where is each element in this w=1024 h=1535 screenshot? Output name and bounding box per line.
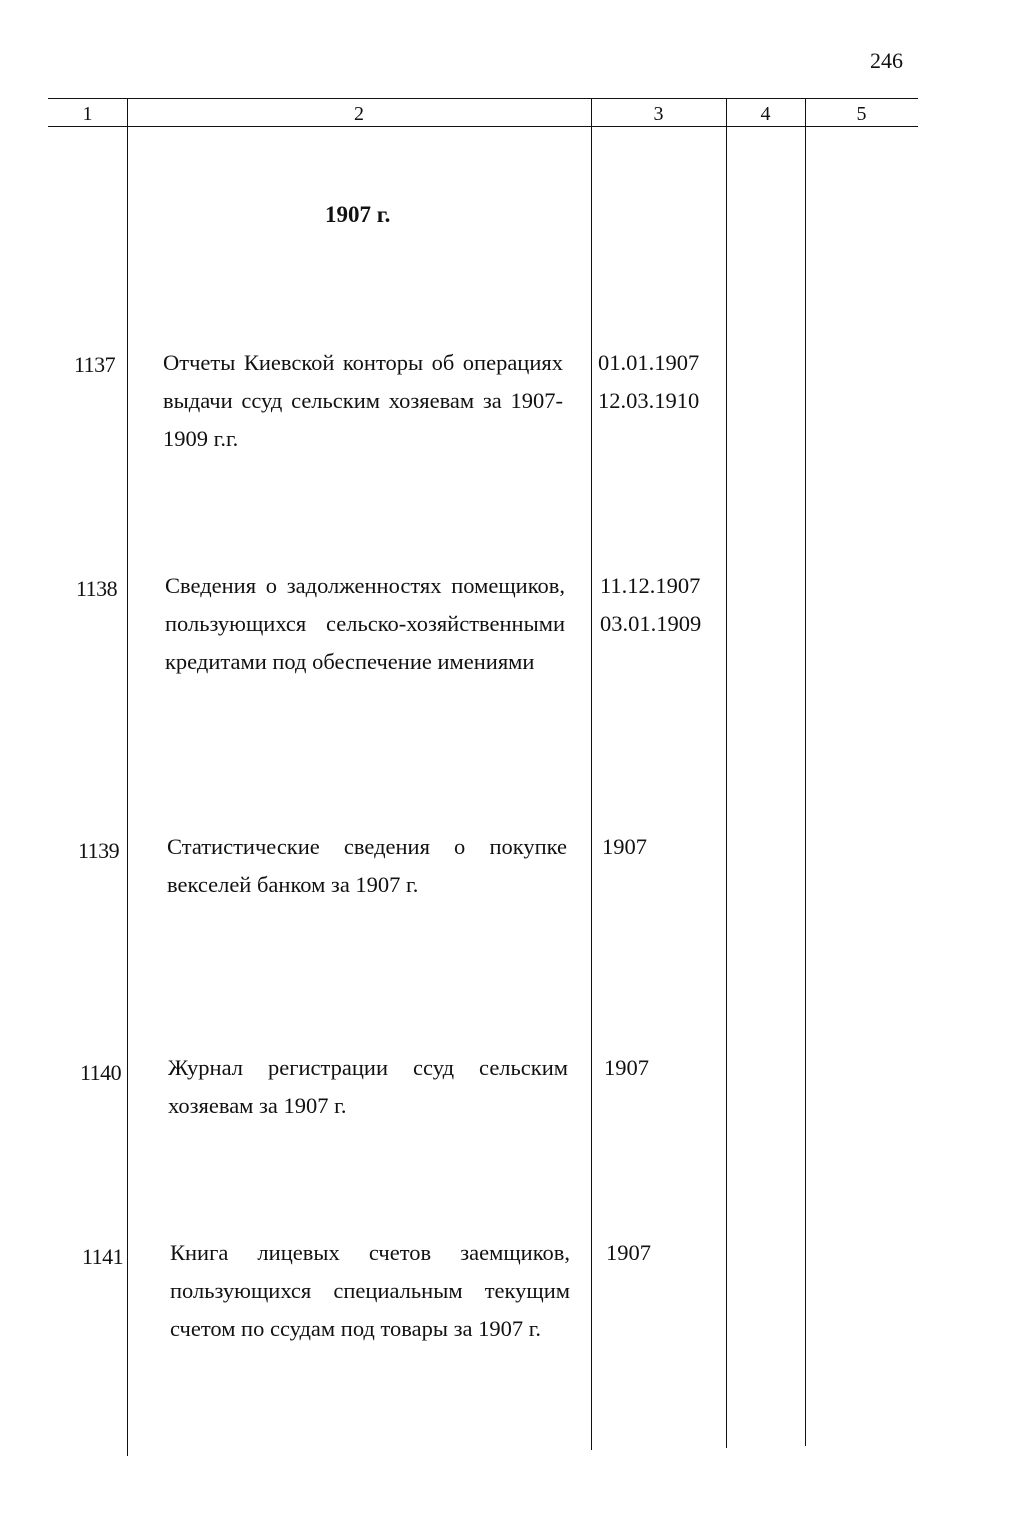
column-divider-4 <box>805 98 806 1446</box>
column-header-5: 5 <box>856 103 867 125</box>
column-header-3: 3 <box>653 103 664 125</box>
table-top-rule <box>48 98 918 99</box>
entry-date: 1907 <box>602 834 647 859</box>
entry-date-start: 01.01.1907 <box>598 350 700 375</box>
entry-number: 1139 <box>78 838 120 863</box>
entry-number: 1137 <box>74 352 116 377</box>
column-divider-2 <box>591 98 592 1450</box>
column-header-2: 2 <box>354 103 364 125</box>
entry-date: 1907 <box>604 1055 649 1080</box>
entry-date-end: 12.03.1910 <box>598 388 700 413</box>
entry-description: Книга лицевых счетов заемщиков, пользующихся специальным текущим счетом по ссудам под товары за 1907 г. <box>170 1240 570 1341</box>
column-divider-1 <box>127 98 128 1456</box>
page-number: 246 <box>870 48 903 73</box>
entry-number: 1141 <box>82 1244 124 1269</box>
column-header-4: 4 <box>760 103 771 125</box>
table-header-rule <box>48 126 918 127</box>
column-divider-3 <box>726 98 727 1448</box>
column-header-1: 1 <box>82 103 93 125</box>
year-heading: 1907 г. <box>325 202 391 227</box>
entry-description: Журнал регистрации ссуд сельским хозяевам за 1907 г. <box>168 1055 568 1118</box>
entry-date-end: 03.01.1909 <box>600 611 702 636</box>
entry-description: Статистические сведения о покупке векселей банком за 1907 г. <box>167 834 567 897</box>
entry-description: Отчеты Киевской конторы об операциях выдачи ссуд сельским хозяевам за 1907-1909 г.г. <box>163 350 563 451</box>
entry-description: Сведения о задолженностях помещиков, пользующихся сельско-хозяйственными кредитами под обеспечение имениями <box>165 573 565 674</box>
entry-number: 1140 <box>80 1060 122 1085</box>
entry-number: 1138 <box>76 576 118 601</box>
entry-date-start: 11.12.1907 <box>600 573 701 598</box>
entry-date: 1907 <box>606 1240 651 1265</box>
